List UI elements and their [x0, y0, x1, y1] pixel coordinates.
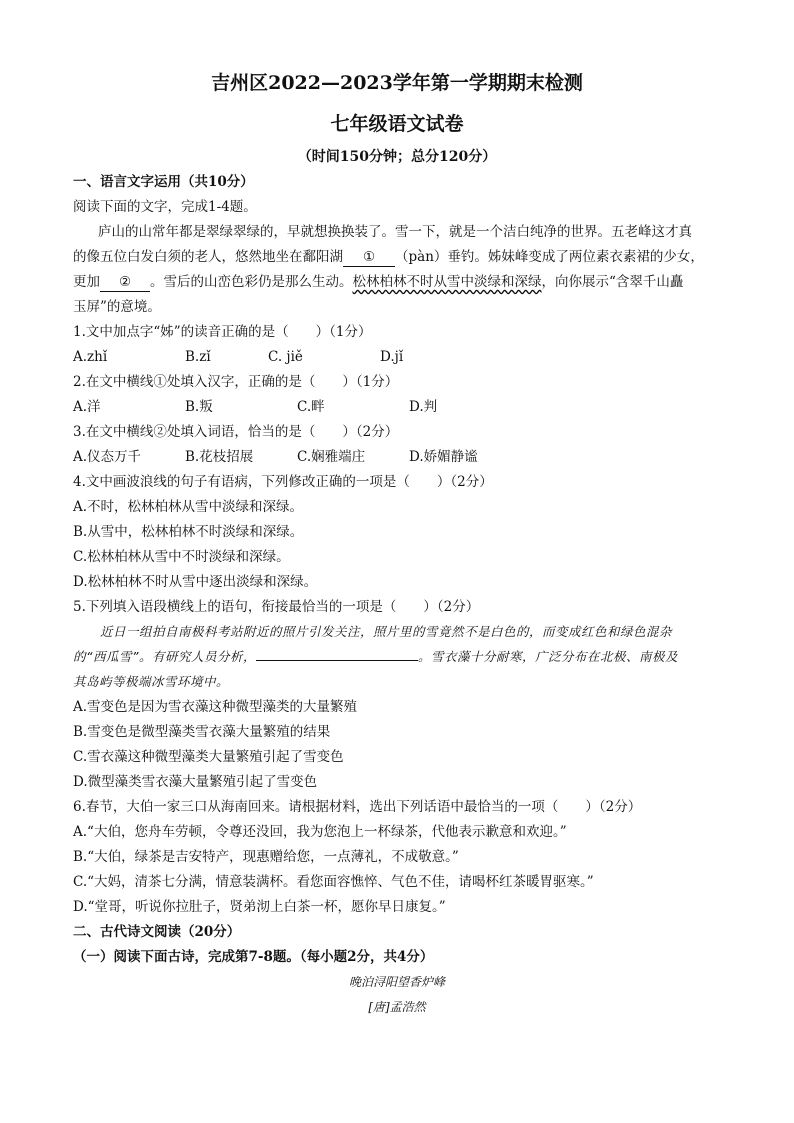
exam-subtitle: 七年级语文试卷	[330, 113, 464, 135]
q1-option-b[interactable]: B.zǐ	[185, 349, 211, 365]
q5-option-d[interactable]: D.微型藻类雪衣藻大量繁殖引起了雪变色	[73, 774, 318, 790]
exam-meta: （时间150分钟；总分120分）	[297, 149, 497, 165]
q5-option-b[interactable]: B.雪变色是微型藻类雪衣藻大量繁殖的结果	[73, 724, 331, 740]
q3-option-a[interactable]: A.仪态万千	[73, 449, 142, 465]
q5-quote-line-3: 其岛屿等极端冰雪环境中。	[73, 674, 230, 689]
section1-heading: 一、语言文字运用（共10分）	[73, 174, 254, 190]
q3-option-c[interactable]: C.娴雅端庄	[297, 449, 366, 465]
q4-option-a[interactable]: A.不时，松林柏林从雪中淡绿和深绿。	[73, 499, 304, 515]
q3-option-b[interactable]: B.花枝招展	[185, 449, 254, 465]
q2-option-a[interactable]: A.洋	[73, 399, 101, 415]
q4-stem: 4.文中画波浪线的句子有语病，下列修改正确的一项是（ ）（2分）	[73, 474, 493, 490]
exam-title: 吉州区2022—2023学年第一学期期末检测	[211, 72, 583, 94]
q2-option-c[interactable]: C.畔	[297, 399, 325, 415]
q3-stem: 3.在文中横线②处填入词语，恰当的是（ ）（2分）	[73, 424, 399, 440]
q5-blank	[256, 660, 418, 661]
passage-text: ，向你展示“含翠千山矗	[541, 274, 684, 290]
q6-option-d[interactable]: D.“堂哥，听说你拉肚子，贤弟沏上白茶一杯，愿你早日康复。”	[73, 899, 446, 915]
section1-intro: 阅读下面的文字，完成1-4题。	[73, 199, 257, 215]
q5-quote-line-1: 近日一组拍自南极科考站附近的照片引发关注，照片里的雪竟然不是白色的，而变成红色和绿色混杂	[100, 624, 673, 639]
poem-author: [唐]孟浩然	[368, 1000, 426, 1014]
section2-sub1: （一）阅读下面古诗，完成第7-8题。（每小题2分，共4分）	[73, 949, 434, 965]
q6-option-c[interactable]: C.“大妈，清茶七分满，情意装满杯。看您面容憔悴、气色不佳，请喝杯红茶暖胃驱寒。”	[73, 874, 594, 890]
q4-option-b[interactable]: B.从雪中，松林柏林不时淡绿和深绿。	[73, 524, 304, 540]
q5-stem: 5.下列填入语段横线上的语句，衔接最恰当的一项是（ ）（2分）	[73, 599, 480, 615]
q3-option-d[interactable]: D.娇媚静谧	[409, 449, 478, 465]
passage-text: 更加	[73, 274, 100, 290]
q2-option-d[interactable]: D.判	[409, 399, 438, 415]
quote-text: 。雪衣藻十分耐寒，广泛分布在北极、南极及	[417, 649, 678, 664]
q5-quote-line-2	[73, 648, 733, 666]
passage-text: 的像五位白发白须的老人，悠然地坐在鄱阳湖	[73, 249, 343, 265]
q5-option-c[interactable]: C.雪衣藻这种微型藻类大量繁殖引起了雪变色	[73, 749, 344, 765]
passage-text: 。雪后的山峦色彩仍是那么生动。	[150, 274, 353, 290]
q1-stem: 1.文中加点字“姊”的读音正确的是（ ）（1分）	[73, 324, 372, 340]
passage-line-3	[73, 273, 733, 292]
passage-line-1: 庐山的山常年都是翠绿翠绿的，早就想换换装了。雪一下，就是一个洁白纯净的世界。五老峰这才真	[98, 224, 692, 240]
passage-line-2	[73, 248, 733, 267]
passage-text: （pàn）垂钓。姊妹峰变成了两位素衣素裙的少女，	[395, 249, 704, 265]
q1-option-d[interactable]: D.jǐ	[380, 349, 404, 365]
q1-option-a[interactable]: A.zhǐ	[73, 349, 108, 365]
q6-stem: 6.春节，大伯一家三口从海南回来。请根据材料，选出下列话语中最恰当的一项（ ）（2分）	[73, 799, 642, 815]
q5-option-a[interactable]: A.雪变色是因为雪衣藻这种微型藻类的大量繁殖	[73, 699, 358, 715]
blank-1: ①	[343, 248, 395, 267]
q1-option-c[interactable]: C. jiě	[268, 349, 303, 365]
q6-option-a[interactable]: A.“大伯，您舟车劳顿，令尊还没回，我为您泡上一杯绿茶，代他表示歉意和欢迎。”	[73, 824, 567, 840]
blank-2: ②	[100, 273, 150, 292]
poem-title: 晚泊浔阳望香炉峰	[348, 975, 445, 989]
q4-option-d[interactable]: D.松林柏林不时从雪中逐出淡绿和深绿。	[73, 574, 318, 590]
q6-option-b[interactable]: B.“大伯，绿茶是吉安特产，现惠赠给您，一点薄礼，不成敬意。”	[73, 849, 459, 865]
quote-text: 的“西瓜雪”。有研究人员分析，	[73, 649, 256, 664]
q4-option-c[interactable]: C.松林柏林从雪中不时淡绿和深绿。	[73, 549, 290, 565]
section2-heading: 二、古代诗文阅读（20分）	[73, 924, 241, 940]
q2-stem: 2.在文中横线①处填入汉字，正确的是（ ）（1分）	[73, 374, 399, 390]
wavy-sentence: 松林柏林不时从雪中淡绿和深绿	[352, 274, 542, 290]
q2-option-b[interactable]: B.叛	[185, 399, 213, 415]
passage-line-4: 玉屏”的意境。	[73, 299, 161, 315]
